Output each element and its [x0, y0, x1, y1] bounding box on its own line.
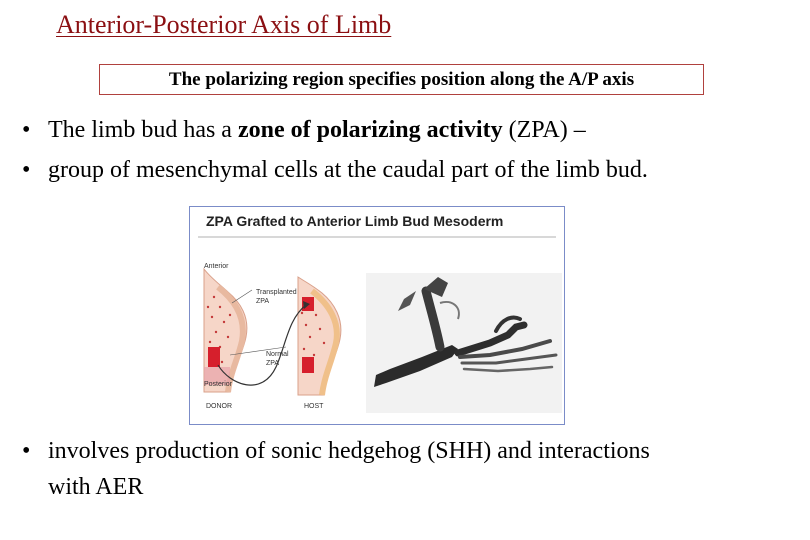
bullet-zpa [22, 113, 586, 147]
bullet-shh [22, 434, 650, 468]
label-host: HOST [304, 403, 324, 410]
bullet-symbol: • [22, 157, 31, 183]
bullet-text-line1: involves production of sonic hedgehog (SHH) and interactions [48, 438, 650, 464]
label-transplanted: Transplanted [256, 289, 297, 296]
bullet-shh-continuation: with AER [48, 474, 144, 500]
subtitle-text: The polarizing region specifies position along the A/P axis [168, 68, 635, 90]
bullet-text: group of mesenchymal cells at the caudal part of the limb bud. [48, 157, 648, 183]
bullet-text-post: (ZPA) – [502, 117, 586, 143]
label-donor: DONOR [206, 403, 233, 410]
bullet-text-pre: The limb bud has a [48, 117, 238, 143]
limb-bud-illustration [190, 207, 565, 425]
label-normal-zpa: ZPA [266, 360, 280, 367]
bullet-text-bold: zone of polarizing activity [237, 117, 503, 143]
mirror-duplicated-limb-image [366, 273, 562, 413]
bullet-symbol: • [22, 438, 31, 464]
label-transplanted-zpa: ZPA [256, 298, 270, 305]
zpa-graft-figure [189, 206, 565, 425]
figure-title: ZPA Grafted to Anterior Limb Bud Mesoderm [206, 213, 504, 229]
label-anterior: Anterior [204, 263, 229, 270]
label-posterior: Posterior [204, 381, 233, 388]
bullet-symbol: • [22, 117, 31, 143]
slide-title: Anterior-Posterior Axis of Limb [56, 10, 392, 39]
subtitle-box [99, 64, 704, 95]
bullet-mesenchymal [22, 153, 648, 187]
host-limb-bud [298, 277, 341, 395]
label-normal: Normal [266, 351, 289, 358]
